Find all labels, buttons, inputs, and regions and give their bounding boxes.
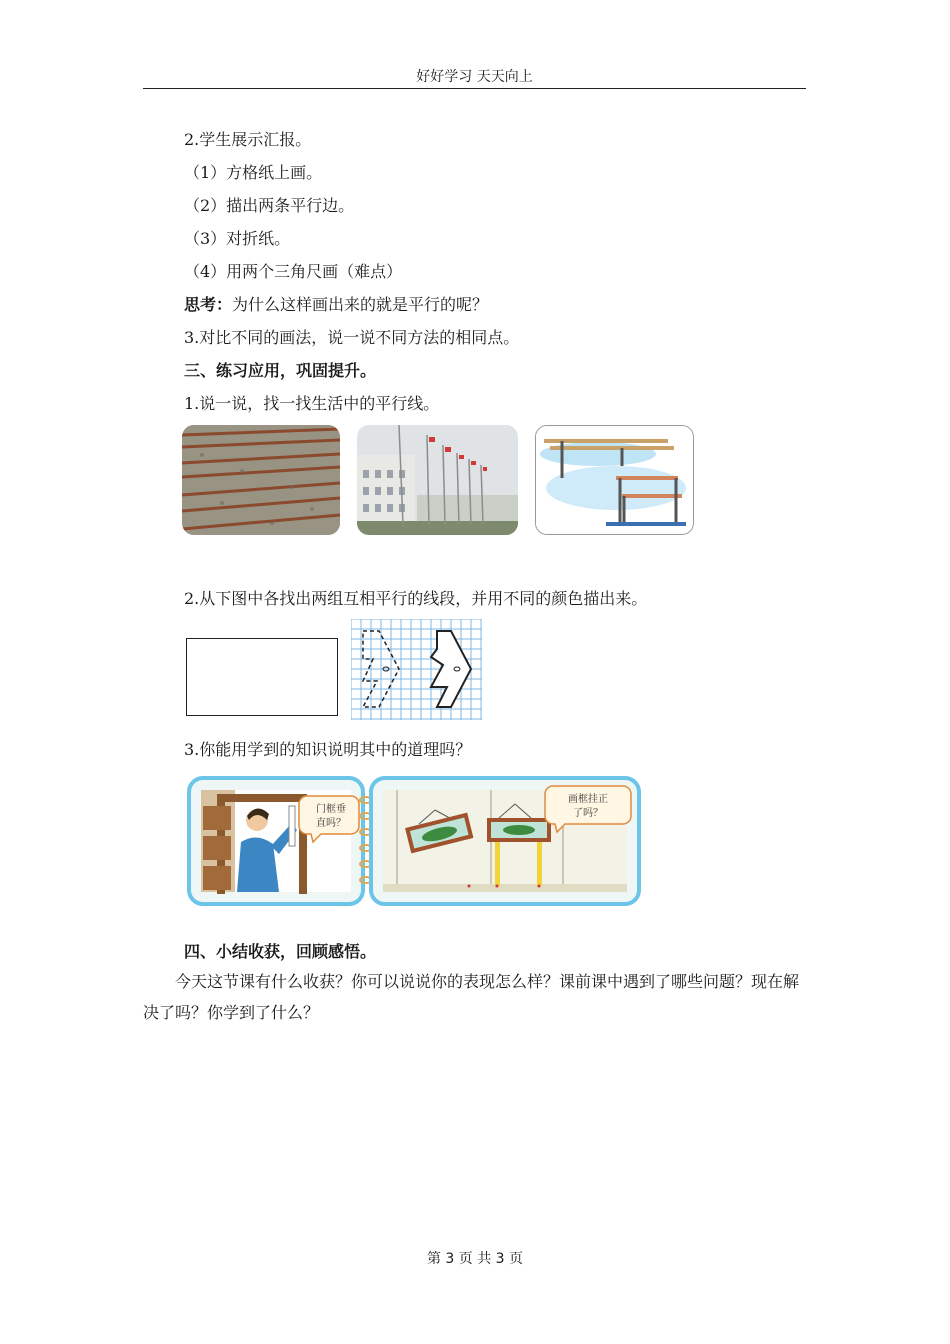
method-3: （3）对折纸。	[184, 229, 291, 248]
picture-frame-illustration	[369, 776, 641, 906]
bubble-1-line1: 门框垂	[316, 804, 346, 815]
think-text: 为什么这样画出来的就是平行的呢？	[232, 295, 489, 314]
think-line	[184, 292, 488, 315]
section-3-heading: 三、练习应用，巩固提升。	[184, 361, 377, 380]
summary-paragraph: 今天这节课有什么收获？你可以说说你的表现怎么样？课前课中遇到了哪些问题？现在解决了吗？你学到了什么？	[143, 972, 800, 1022]
page-header: 好好学习 天天向上	[416, 69, 533, 85]
door-frame-illustration	[187, 776, 365, 906]
rectangle-figure	[186, 638, 338, 716]
question-1: 1.说一说，找一找生活中的平行线。	[184, 394, 440, 413]
question-3: 3.你能用学到的知识说明其中的道理吗？	[184, 740, 472, 759]
railway-photo	[182, 425, 340, 535]
bubble-1-line2: 直吗？	[316, 818, 346, 829]
parallel-bars-photo	[535, 425, 694, 535]
think-label: 思考：	[184, 295, 233, 314]
grid-arrow-figure	[351, 619, 482, 720]
bubble-2-line2: 了吗？	[573, 808, 603, 819]
method-1: （1）方格纸上画。	[184, 163, 323, 182]
question-2: 2.从下图中各找出两组互相平行的线段，并用不同的颜色描出来。	[184, 589, 648, 608]
flagpole-photo	[357, 425, 518, 535]
page-number: 第 3 页 共 3 页	[426, 1251, 524, 1267]
bubble-2-line1: 画框挂正	[568, 794, 608, 805]
header-rule	[143, 88, 806, 89]
compare-line: 3.对比不同的画法，说一说不同方法的相同点。	[184, 328, 520, 347]
method-2: （2）描出两条平行边。	[184, 196, 355, 215]
method-4: （4）用两个三角尺画（难点）	[184, 262, 403, 281]
section-4-heading: 四、小结收获，回顾感悟。	[184, 942, 377, 961]
report-title: 2.学生展示汇报。	[184, 130, 312, 149]
